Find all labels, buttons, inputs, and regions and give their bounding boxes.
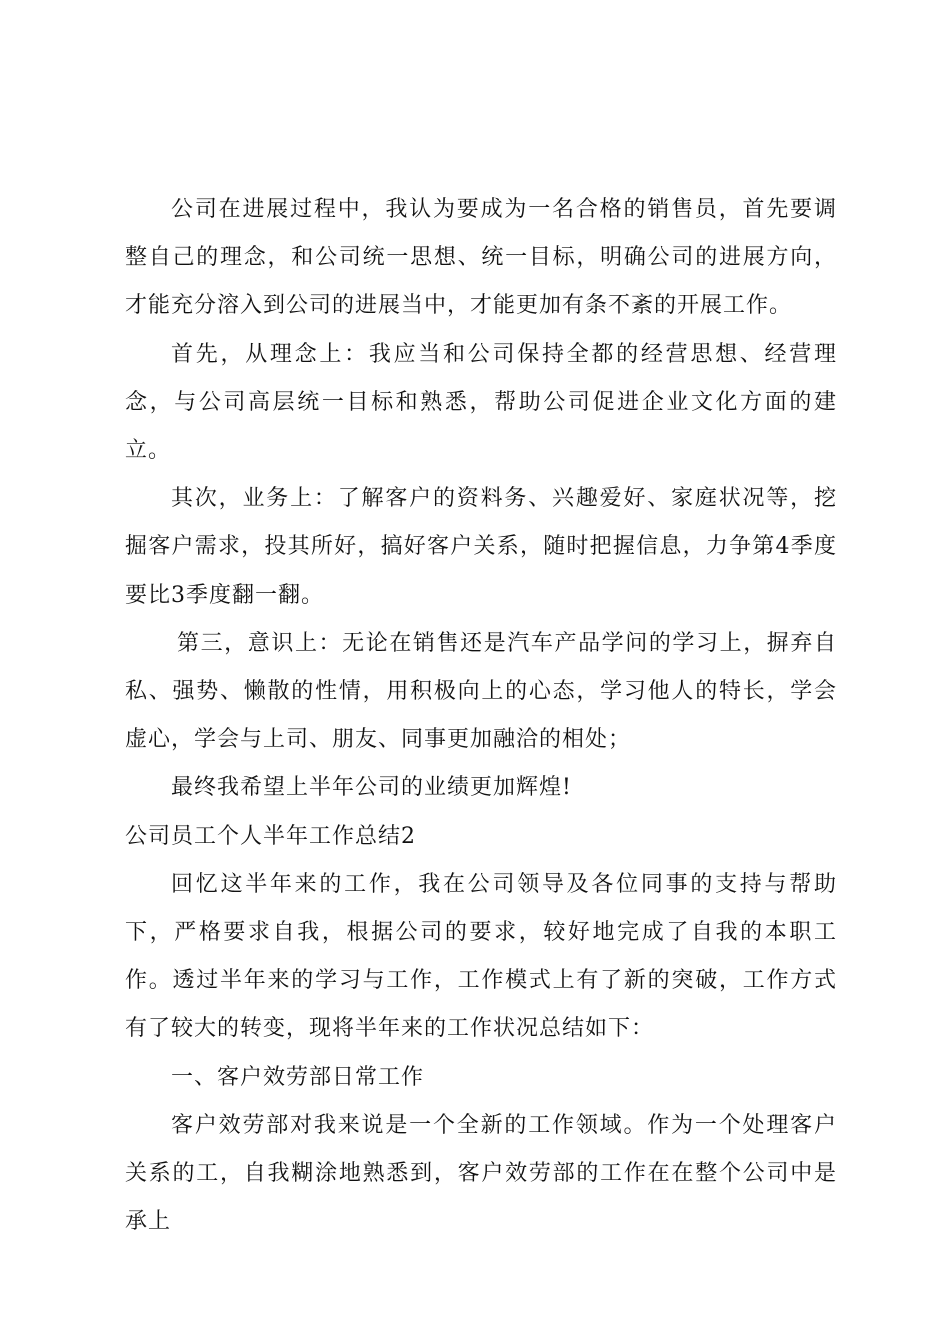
- paragraph-philosophy: 首先，从理念上：我应当和公司保持全都的经营思想、经营理念，与公司高层统一目标和熟悉，帮助公司促进企业文化方面的建立。: [125, 341, 837, 464]
- section-title: 公司员工个人半年工作总结2: [125, 823, 416, 849]
- subsection-heading: 一、客户效劳部日常工作: [171, 1064, 425, 1090]
- paragraph-awareness: 第三，意识上：无论在销售还是汽车产品学问的学习上，摒弃自私、强势、懒散的性情，用积极向上的心态，学习他人的特长，学会虚心，学会与上司、朋友、同事更加融洽的相处；: [125, 630, 837, 753]
- document-body: [125, 186, 837, 1246]
- paragraph-business: 其次，业务上：了解客户的资料务、兴趣爱好、家庭状况等，挖掘客户需求，投其所好，搞好客户关系，随时把握信息，力争第4季度要比3季度翻一翻。: [125, 486, 837, 608]
- paragraph-company-development: 公司在进展过程中，我认为要成为一名合格的销售员，首先要调整自己的理念，和公司统一思想、统一目标，明确公司的进展方向，才能充分溶入到公司的进展当中，才能更加有条不紊的开展工作。: [125, 197, 837, 319]
- paragraph-customer-service: 客户效劳部对我来说是一个全新的工作领域。作为一个处理客户关系的工，自我糊涂地熟悉到，客户效劳部的工作在在整个公司中是承上: [125, 1112, 837, 1235]
- paragraph-review: 回忆这半年来的工作，我在公司领导及各位同事的支持与帮助下，严格要求自我，根据公司的要求，较好地完成了自我的本职工作。透过半年来的学习与工作，工作模式上有了新的突破，工作方式有了较大的转变，现将半年来的工作状况总结如下：: [125, 871, 837, 1042]
- paragraph-closing-wish: 最终我希望上半年公司的业绩更加辉煌!: [171, 775, 572, 801]
